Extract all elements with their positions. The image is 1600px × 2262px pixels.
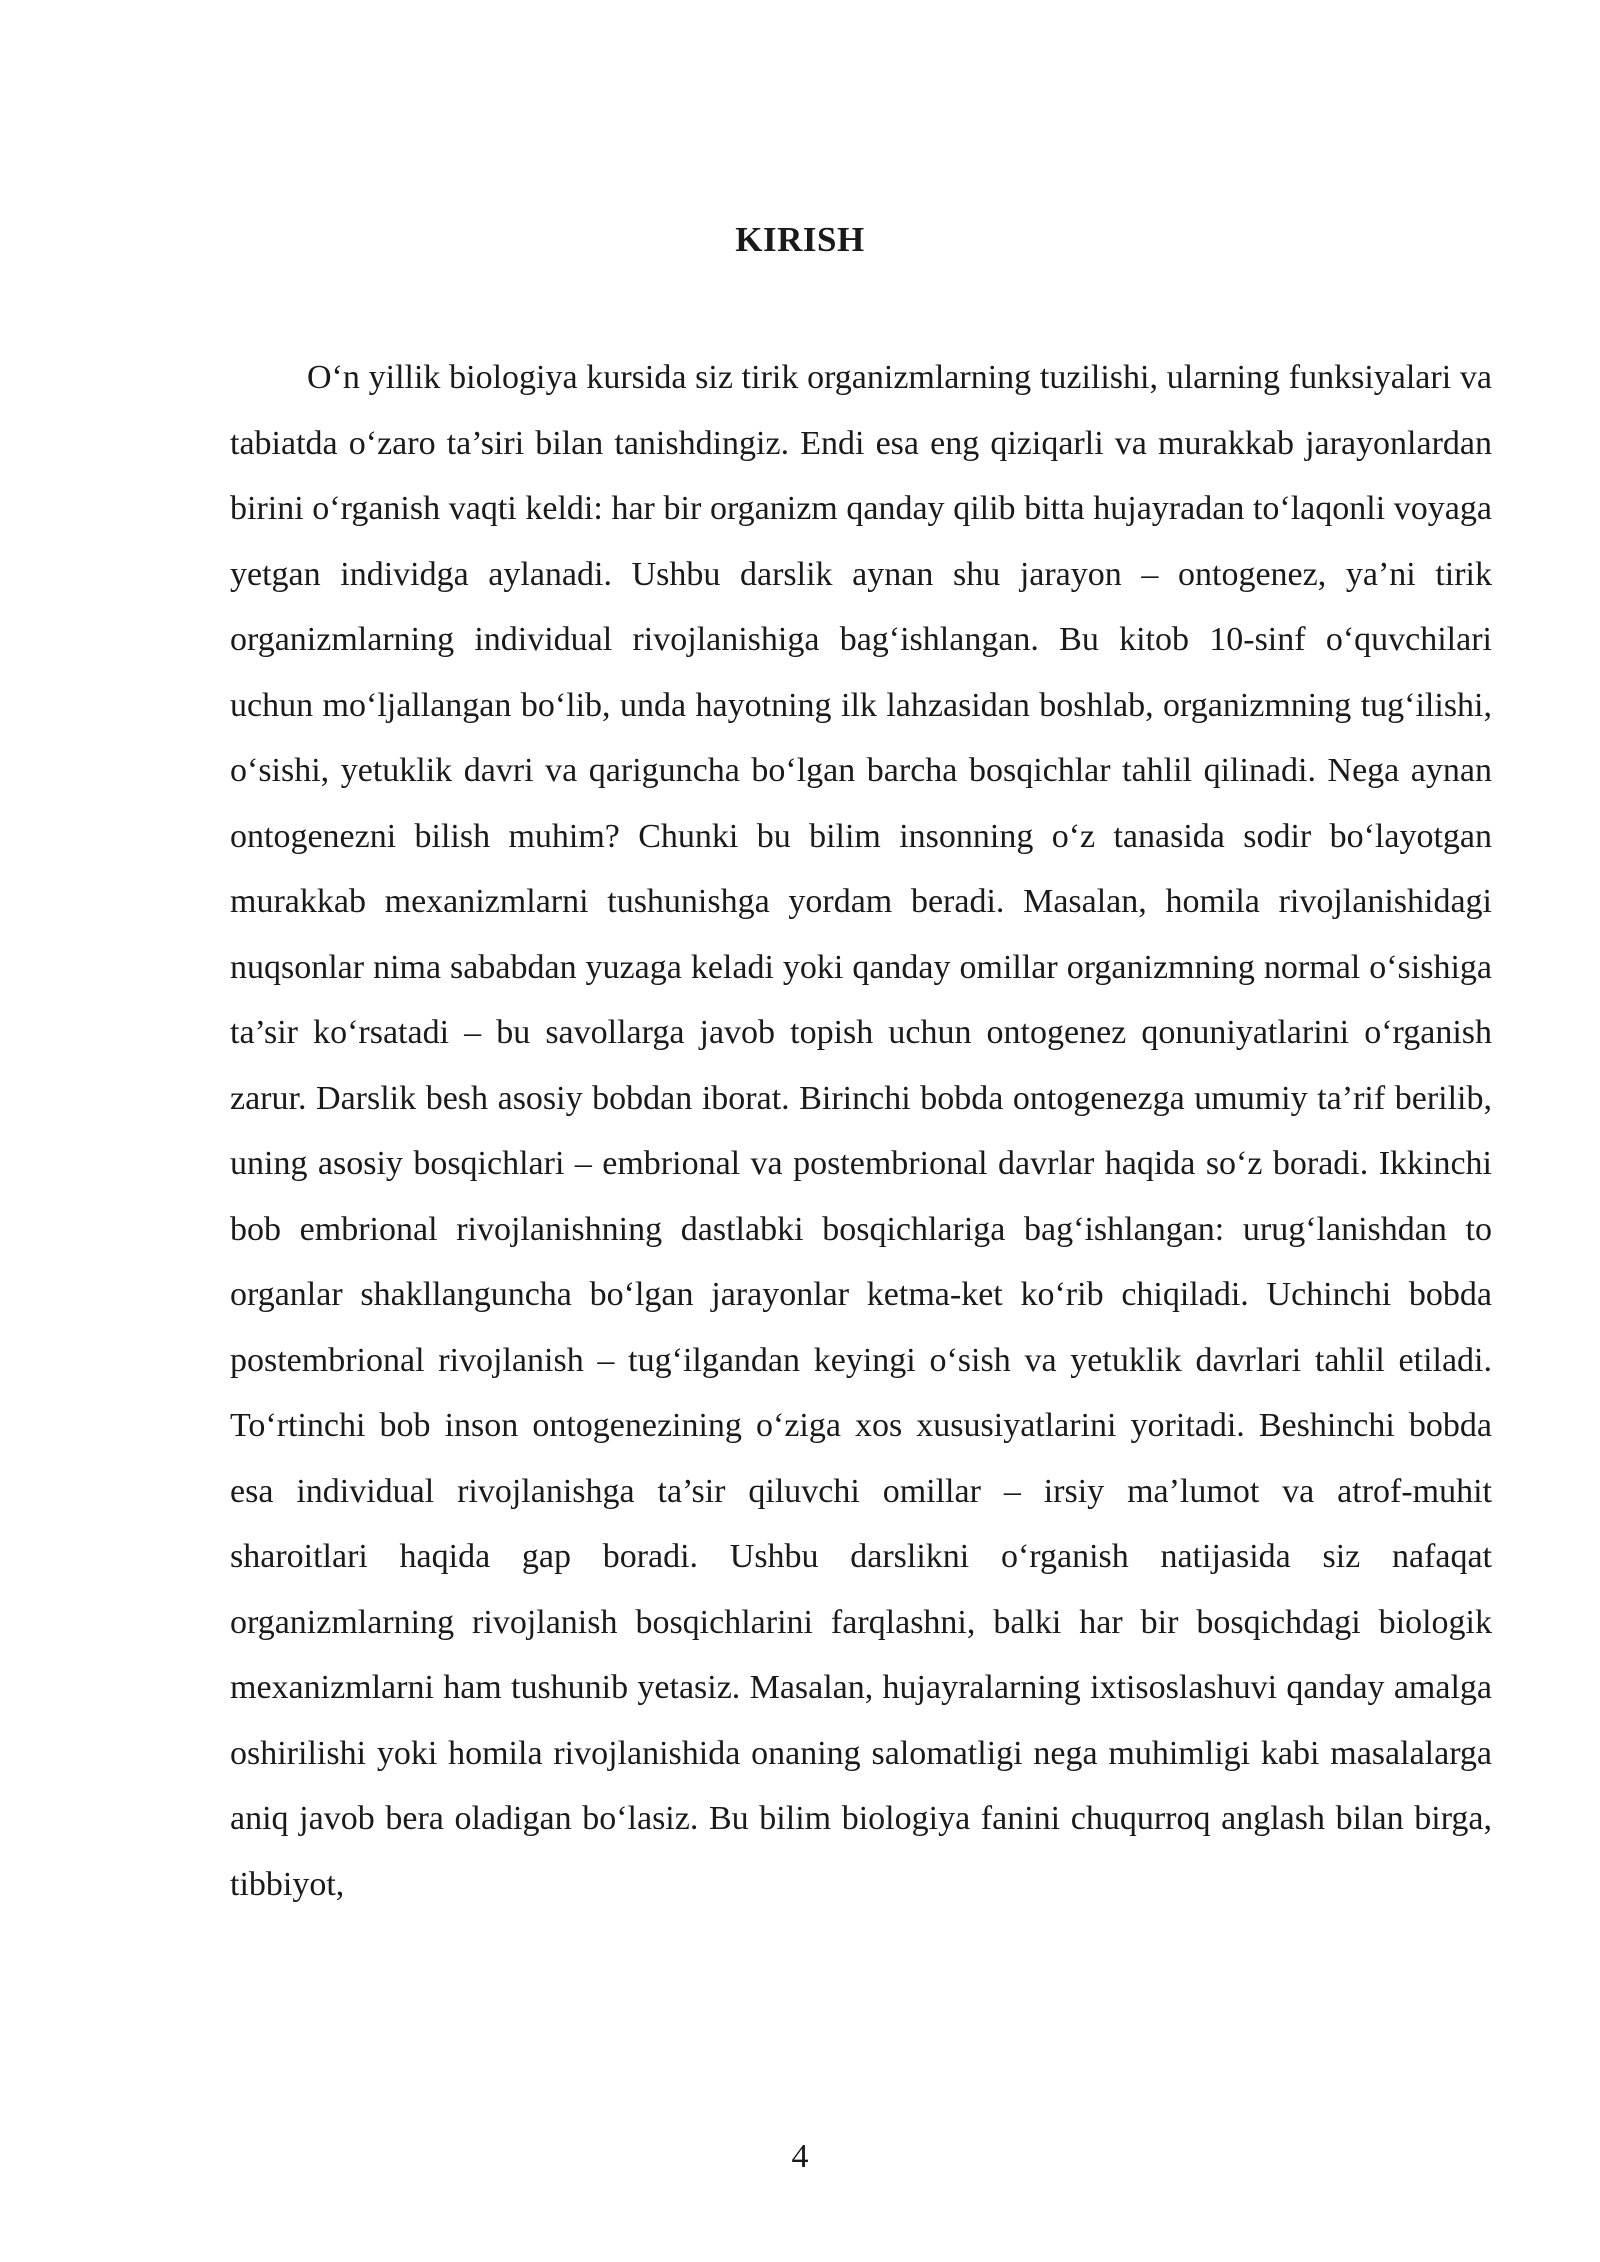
body-paragraph: O‘n yillik biologiya kursida siz tirik organizmlarning tuzilishi, ularning funksiyalari va tabiatda o‘zaro ta’siri bilan tanishdingiz. Endi esa eng qiziqarli va murakkab jarayonlardan birini o‘rganish vaqti keldi: har bir organizm qanday qilib bitta hujayradan to‘laqonli voyaga yetgan individga aylanadi. Ushbu darslik aynan shu jarayon – ontogenez, ya’ni tirik organizmlarning individual rivojlanishiga bag‘ishlangan. Bu kitob 10-sinf o‘quvchilari uchun mo‘ljallangan bo‘lib, unda hayotning ilk lahzasidan boshlab, organizmning tug‘ilishi, o‘sishi, yetuklik davri va qariguncha bo‘lgan barcha bosqichlar tahlil qilinadi. Nega aynan ontogenezni bilish muhim? Chunki bu bilim insonning o‘z tanasida sodir bo‘layotgan murakkab mexanizmlarni tushunishga yordam beradi. Masalan, homila rivojlanishidagi nuqsonlar nima sababdan yuzaga keladi yoki qanday omillar organizmning normal o‘sishiga ta’sir ko‘rsatadi – bu savollarga javob topish uchun ontogenez qonuniyatlarini o‘rganish zarur. Darslik besh asosiy bobdan iborat. Birinchi bobda ontogenezga umumiy ta’rif berilib, uning asosiy bosqichlari – embrional va postembrional davrlar haqida so‘z boradi. Ikkinchi bob embrional rivojlanishning dastlabki bosqichlariga bag‘ishlangan: urug‘lanishdan to organlar shakllanguncha bo‘lgan jarayonlar ketma-ket ko‘rib chiqiladi. Uchinchi bobda postembrional rivojlanish – tug‘ilgandan keyingi o‘sish va yetuklik davrlari tahlil etiladi. To‘rtinchi bob inson ontogenezining o‘ziga xos xususiyatlarini yoritadi. Beshinchi bobda esa individual rivojlanishga ta’sir qiluvchi omillar – irsiy ma’lumot va atrof-muhit sharoitlari haqida gap boradi. Ushbu darslikni o‘rganish natijasida siz nafaqat organizmlarning rivojlanish bosqichlarini farqlashni, balki har bir bosqichdagi biologik mexanizmlarni ham tushunib yetasiz. Masalan, hujayralarning ixtisoslashuvi qanday amalga oshirilishi yoki homila rivojlanishida onaning salomatligi nega muhimligi kabi masalalarga aniq javob bera oladigan bo‘lasiz. Bu bilim biologiya fanini chuqurroq anglash bilan birga, tibbiyot, — [230, 359, 1492, 1903]
page-number: 4 — [791, 2138, 809, 2175]
section-title: KIRISH — [735, 220, 865, 259]
